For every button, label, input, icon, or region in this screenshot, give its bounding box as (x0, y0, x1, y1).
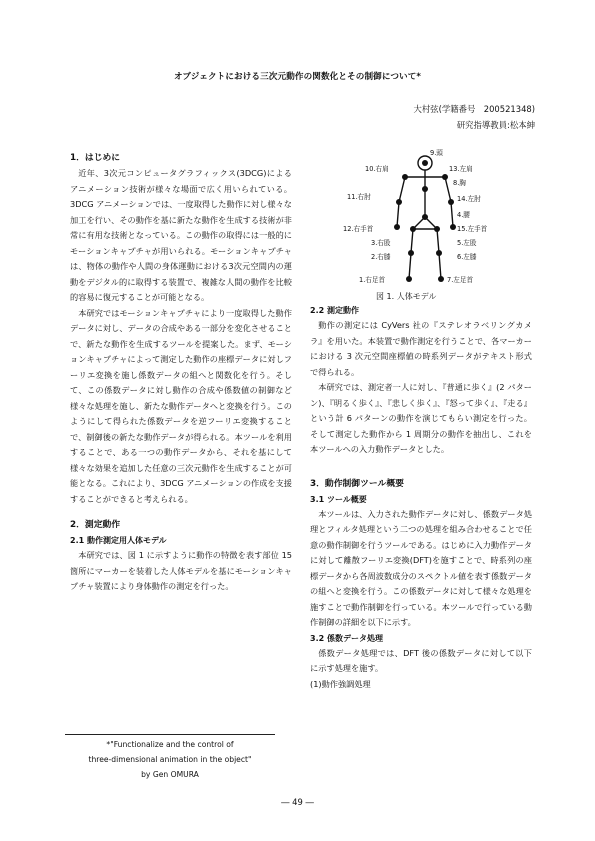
left-column (70, 150, 292, 595)
paragraph: 本研究では、図 1 に示すように動作の特徴を表す部位 15 箇所にマーカーを装着した人体モデルを基にモーションキャプチャ装置により身体動作の測定を行った。 (70, 550, 292, 591)
author-block (335, 101, 535, 133)
paragraph: 動作の測定には CyVers 社の『ステレオラベリングカメラ』を用いた。本装置で動作測定を行うことで、各マーカーにおける 3 次元空間座標値の時系列データがテキスト形式で得られる。 (310, 320, 532, 377)
marker-label: 15.左手首 (457, 225, 488, 233)
section-heading: 1．はじめに (70, 153, 121, 163)
paper-title: オブジェクトにおける三次元動作の関数化とその制御について* (173, 72, 422, 82)
subsection-heading: 2.2 測定動作 (310, 306, 359, 315)
marker-label: 13.左肩 (449, 165, 473, 173)
author-name: 大村弦(学籍番号 200521348) (413, 104, 535, 114)
footnote (65, 734, 275, 782)
right-column (310, 303, 532, 692)
paragraph: 近年、3次元コンピュータグラフィックス(3DCG)によるアニメーション技術が様々な場面で広く用いられている。3DCG アニメーションでは、一度取得した動作に対し様々な加工を行い、その動作を基に新たな動作を生成する技術が非常に有用な技術となっている。この動作の取得には一般的にモーションキャプチャが用いられる。モーションキャプチャは、物体の動作や人間の身体運動における3次元空間内の運動をデジタル的に取得する装置で、複雑な人間の動作を比較的容易に復元することが可能となる。 (70, 168, 292, 302)
list-item: (1)動作強調処理 (310, 678, 371, 689)
marker-label: 4.腰 (457, 211, 470, 219)
page-number: ― 49 ― (281, 797, 314, 807)
human-body-model-figure (345, 147, 505, 297)
marker-label: 5.左股 (457, 239, 477, 247)
marker-label: 1.右足首 (359, 276, 386, 284)
paragraph: 本研究では、測定者一人に対し、『普通に歩く』(2 パターン)、『明るく歩く』、『悲しく歩く』、『怒って歩く』、『走る』という計 6 パターンの動作を演じてもらい測定を行った。そして測定した動作から 1 周期分の動作を抽出し、これを本ツールへの入力動作データとした。 (310, 382, 532, 454)
subsection-heading: 3.1 ツール概要 (310, 494, 367, 504)
marker-label: 6.左膝 (457, 253, 477, 261)
marker-label: 10.右肩 (365, 165, 389, 173)
figure-caption: 図 1. 人体モデル (376, 292, 437, 301)
footnote-line: by Gen OMURA (141, 770, 199, 779)
section-heading: 3．動作制御ツール概要 (310, 478, 404, 489)
subsection-heading: 3.2 係数データ処理 (310, 633, 383, 643)
marker-label: 3.右股 (371, 239, 391, 247)
footnote-line: *"Functionalize and the control of (106, 740, 234, 749)
marker-label: 14.左肘 (457, 195, 481, 203)
marker-label: 9.頭 (430, 149, 443, 157)
marker-label: 2.右膝 (371, 253, 391, 261)
paragraph: 係数データ処理では、DFT 後の係数データに対して以下に示す処理を施す。 (310, 647, 532, 673)
subsection-heading: 2.1 動作測定用人体モデル (70, 536, 167, 545)
footnote-line: three-dimensional animation in the object" (88, 755, 252, 764)
marker-label: 11.右肘 (347, 193, 371, 201)
section-heading: 2．測定動作 (70, 520, 121, 530)
marker-label: 8.胸 (453, 179, 466, 187)
paragraph: 本ツールは、入力された動作データに対し、係数データ処理とフィルタ処理という二つの処理を組み合わせることで任意の動作制御を行うツールである。はじめに入力動作データに対して離散フーリエ変換(DFT)を施すことで、時系列の座標データから各周波数成分のスペクトル値を表す係数データの組へと変換を行う。この係数データに対して様々な処理を施すことで動作制御を行っている。本ツールで行っている動作制御の詳細を以下に示す。 (310, 508, 532, 627)
marker-label: 7.左足首 (447, 276, 474, 284)
paragraph: 本研究ではモーションキャプチャにより一度取得した動作データに対し、データの合成やある一部分を変化させることで、新たな動作を生成するツールを提案した。まず、モーションキャプチャによって測定した動作の座標データに対しフーリエ変換を施し係数データの組へと関数化を行う。そして、この係数データに対し動作の合成や係数値の制御など様々な処理を施し、新たな動作データへと変換を行う。このようにして得られた係数データを逆フーリエ変換することで、制御後の新たな動作データが得られる。本ツールを利用することで、ある一つの動作データから、それを基にして様々な効果を追加した任意の三次元動作を生成することが可能となる。これにより、3DCG アニメーションの作成を支援することができると考えられる。 (70, 307, 292, 504)
advisor-name: 研究指導教員:松本紳 (456, 120, 535, 130)
marker-label: 12.右手首 (343, 225, 374, 233)
